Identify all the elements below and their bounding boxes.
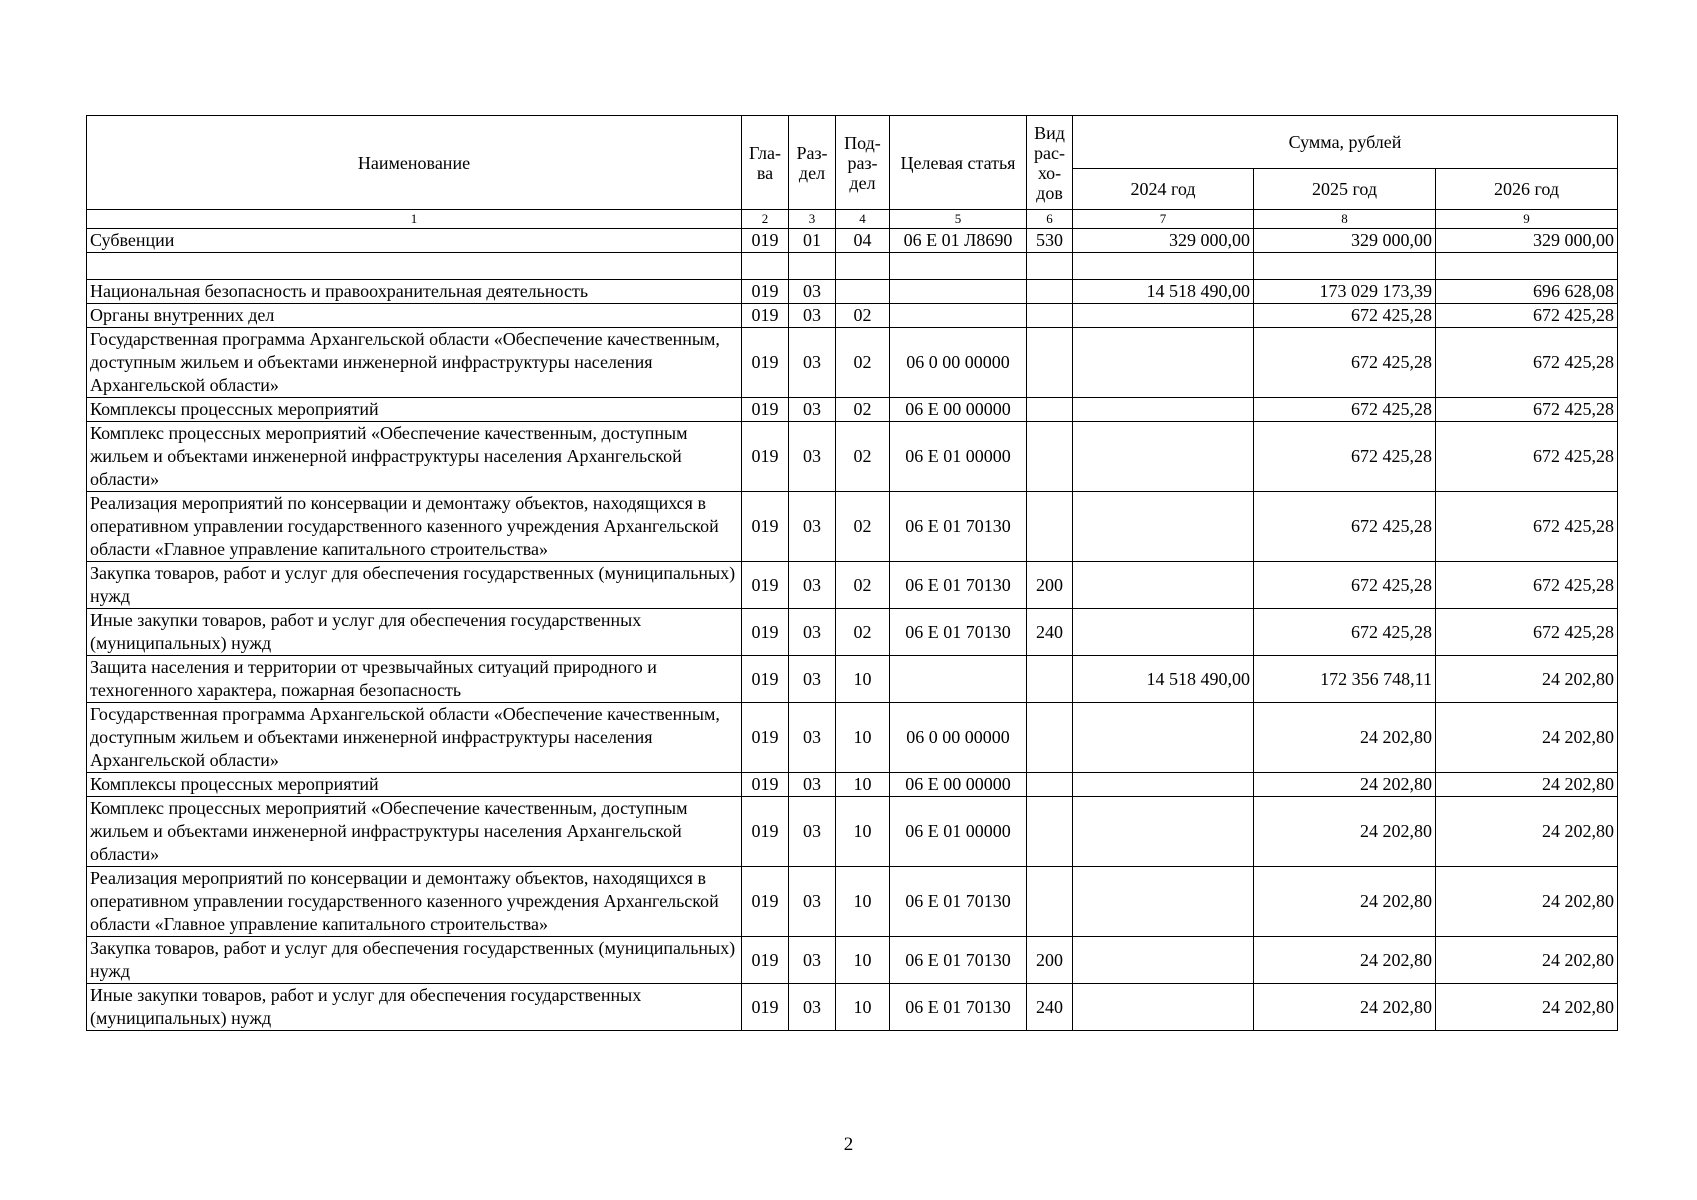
cell-podrazdel: 10 xyxy=(836,937,890,984)
column-number: 7 xyxy=(1073,210,1254,229)
table-row xyxy=(87,656,1618,703)
cell-celevaya: 06 Е 01 70130 xyxy=(890,609,1027,656)
header-row xyxy=(87,116,1618,169)
cell-celevaya: 06 Е 01 70130 xyxy=(890,867,1027,937)
cell-amount-2026: 24 202,80 xyxy=(1436,773,1618,797)
cell-razdel xyxy=(789,253,836,280)
cell-podrazdel: 02 xyxy=(836,328,890,398)
cell-amount-2026: 672 425,28 xyxy=(1436,304,1618,328)
cell-name: Комплексы процессных мероприятий xyxy=(87,773,742,797)
cell-amount-2024 xyxy=(1073,797,1254,867)
cell-vid: 240 xyxy=(1027,984,1073,1031)
cell-glava: 019 xyxy=(742,656,789,703)
cell-glava: 019 xyxy=(742,984,789,1031)
page-number: 2 xyxy=(843,1134,854,1155)
cell-amount-2026: 24 202,80 xyxy=(1436,867,1618,937)
cell-razdel: 03 xyxy=(789,797,836,867)
cell-amount-2024 xyxy=(1073,937,1254,984)
cell-name: Реализация мероприятий по консервации и демонтажу объектов, находящихся в оперативном управлении государственного казенного учреждения Архангельской области «Главное управление капитального строительства» xyxy=(87,492,742,562)
cell-podrazdel: 02 xyxy=(836,422,890,492)
cell-amount-2025: 173 029 173,39 xyxy=(1254,280,1436,304)
cell-amount-2024 xyxy=(1073,867,1254,937)
cell-amount-2025: 24 202,80 xyxy=(1254,703,1436,773)
cell-celevaya: 06 Е 01 00000 xyxy=(890,422,1027,492)
cell-vid: 530 xyxy=(1027,229,1073,253)
cell-celevaya xyxy=(890,656,1027,703)
cell-razdel: 03 xyxy=(789,656,836,703)
cell-razdel: 03 xyxy=(789,304,836,328)
table-row xyxy=(87,253,1618,280)
cell-vid xyxy=(1027,703,1073,773)
cell-name: Комплексы процессных мероприятий xyxy=(87,398,742,422)
cell-celevaya: 06 Е 01 70130 xyxy=(890,984,1027,1031)
header-name: Наименование xyxy=(87,116,742,210)
cell-podrazdel: 02 xyxy=(836,562,890,609)
cell-amount-2025: 672 425,28 xyxy=(1254,492,1436,562)
column-number: 4 xyxy=(836,210,890,229)
cell-vid xyxy=(1027,304,1073,328)
cell-glava: 019 xyxy=(742,328,789,398)
cell-amount-2026: 672 425,28 xyxy=(1436,398,1618,422)
cell-amount-2025 xyxy=(1254,253,1436,280)
budget-table xyxy=(86,115,1618,1031)
cell-razdel: 03 xyxy=(789,984,836,1031)
cell-name: Национальная безопасность и правоохранительная деятельность xyxy=(87,280,742,304)
column-number: 3 xyxy=(789,210,836,229)
cell-amount-2026: 672 425,28 xyxy=(1436,422,1618,492)
cell-amount-2024: 14 518 490,00 xyxy=(1073,280,1254,304)
cell-amount-2025: 24 202,80 xyxy=(1254,773,1436,797)
cell-amount-2025: 24 202,80 xyxy=(1254,984,1436,1031)
cell-razdel: 03 xyxy=(789,562,836,609)
cell-vid xyxy=(1027,280,1073,304)
cell-glava: 019 xyxy=(742,229,789,253)
cell-amount-2026: 24 202,80 xyxy=(1436,703,1618,773)
cell-razdel: 03 xyxy=(789,867,836,937)
cell-amount-2024 xyxy=(1073,328,1254,398)
column-number: 8 xyxy=(1254,210,1436,229)
table-body xyxy=(87,229,1618,1031)
cell-amount-2024 xyxy=(1073,703,1254,773)
cell-celevaya: 06 Е 01 70130 xyxy=(890,937,1027,984)
cell-amount-2024: 14 518 490,00 xyxy=(1073,656,1254,703)
cell-celevaya xyxy=(890,280,1027,304)
cell-vid xyxy=(1027,867,1073,937)
cell-amount-2025: 172 356 748,11 xyxy=(1254,656,1436,703)
table-row xyxy=(87,984,1618,1031)
cell-amount-2024 xyxy=(1073,773,1254,797)
cell-name: Государственная программа Архангельской области «Обеспечение качественным, доступным жильем и объектами инженерной инфраструктуры населения Архангельской области» xyxy=(87,328,742,398)
column-number: 6 xyxy=(1027,210,1073,229)
column-number: 9 xyxy=(1436,210,1618,229)
cell-celevaya: 06 Е 00 00000 xyxy=(890,773,1027,797)
cell-podrazdel: 10 xyxy=(836,984,890,1031)
cell-vid xyxy=(1027,422,1073,492)
cell-podrazdel: 10 xyxy=(836,656,890,703)
cell-amount-2026: 672 425,28 xyxy=(1436,492,1618,562)
cell-amount-2025: 24 202,80 xyxy=(1254,867,1436,937)
cell-podrazdel: 04 xyxy=(836,229,890,253)
cell-name: Иные закупки товаров, работ и услуг для обеспечения государственных (муниципальных) нужд xyxy=(87,609,742,656)
cell-amount-2024 xyxy=(1073,562,1254,609)
table-row xyxy=(87,328,1618,398)
header-year-2024: 2024 год xyxy=(1073,169,1254,210)
cell-vid xyxy=(1027,656,1073,703)
cell-podrazdel: 10 xyxy=(836,703,890,773)
cell-celevaya: 06 Е 01 70130 xyxy=(890,562,1027,609)
cell-amount-2026 xyxy=(1436,253,1618,280)
table-row xyxy=(87,562,1618,609)
budget-table-container xyxy=(86,115,1617,1031)
cell-glava: 019 xyxy=(742,703,789,773)
cell-amount-2024: 329 000,00 xyxy=(1073,229,1254,253)
header-year-2026: 2026 год xyxy=(1436,169,1618,210)
cell-celevaya xyxy=(890,304,1027,328)
table-row xyxy=(87,937,1618,984)
header-glava: Гла-ва xyxy=(742,116,789,210)
cell-vid xyxy=(1027,773,1073,797)
cell-vid: 200 xyxy=(1027,562,1073,609)
cell-razdel: 03 xyxy=(789,703,836,773)
header-summa: Сумма, рублей xyxy=(1073,116,1618,169)
header-celevaya: Целевая статья xyxy=(890,116,1027,210)
table-row xyxy=(87,280,1618,304)
table-row xyxy=(87,797,1618,867)
cell-name: Иные закупки товаров, работ и услуг для обеспечения государственных (муниципальных) нужд xyxy=(87,984,742,1031)
header-podrazdel: Под-раз-дел xyxy=(836,116,890,210)
cell-razdel: 03 xyxy=(789,422,836,492)
cell-amount-2024 xyxy=(1073,422,1254,492)
table-row xyxy=(87,422,1618,492)
cell-glava: 019 xyxy=(742,797,789,867)
table-row xyxy=(87,304,1618,328)
cell-amount-2025: 672 425,28 xyxy=(1254,328,1436,398)
cell-amount-2024 xyxy=(1073,492,1254,562)
cell-glava: 019 xyxy=(742,422,789,492)
table-row xyxy=(87,398,1618,422)
cell-glava: 019 xyxy=(742,773,789,797)
cell-glava: 019 xyxy=(742,609,789,656)
cell-vid xyxy=(1027,328,1073,398)
cell-celevaya xyxy=(890,253,1027,280)
cell-glava: 019 xyxy=(742,937,789,984)
cell-amount-2025: 672 425,28 xyxy=(1254,398,1436,422)
table-row xyxy=(87,703,1618,773)
cell-podrazdel: 10 xyxy=(836,797,890,867)
cell-amount-2026: 672 425,28 xyxy=(1436,328,1618,398)
cell-name: Комплекс процессных мероприятий «Обеспечение качественным, доступным жильем и объектами инженерной инфраструктуры населения Архангельской области» xyxy=(87,797,742,867)
cell-podrazdel: 02 xyxy=(836,609,890,656)
cell-amount-2026: 696 628,08 xyxy=(1436,280,1618,304)
cell-name: Закупка товаров, работ и услуг для обеспечения государственных (муниципальных) нужд xyxy=(87,562,742,609)
table-row xyxy=(87,229,1618,253)
table-row xyxy=(87,867,1618,937)
column-number: 1 xyxy=(87,210,742,229)
cell-amount-2026: 672 425,28 xyxy=(1436,609,1618,656)
cell-amount-2025: 24 202,80 xyxy=(1254,797,1436,867)
cell-amount-2025: 672 425,28 xyxy=(1254,562,1436,609)
cell-amount-2024 xyxy=(1073,609,1254,656)
cell-glava: 019 xyxy=(742,304,789,328)
cell-glava xyxy=(742,253,789,280)
cell-amount-2024 xyxy=(1073,398,1254,422)
table-row xyxy=(87,492,1618,562)
cell-vid xyxy=(1027,253,1073,280)
cell-amount-2026: 24 202,80 xyxy=(1436,937,1618,984)
column-number: 5 xyxy=(890,210,1027,229)
header-vid: Вид рас-хо-дов xyxy=(1027,116,1073,210)
table-row xyxy=(87,609,1618,656)
cell-amount-2026: 24 202,80 xyxy=(1436,656,1618,703)
cell-name: Реализация мероприятий по консервации и демонтажу объектов, находящихся в оперативном управлении государственного казенного учреждения Архангельской области «Главное управление капитального строительства» xyxy=(87,867,742,937)
column-number: 2 xyxy=(742,210,789,229)
header-razdel: Раз-дел xyxy=(789,116,836,210)
cell-glava: 019 xyxy=(742,867,789,937)
cell-amount-2024 xyxy=(1073,253,1254,280)
cell-celevaya: 06 Е 00 00000 xyxy=(890,398,1027,422)
cell-amount-2026: 329 000,00 xyxy=(1436,229,1618,253)
cell-amount-2026: 672 425,28 xyxy=(1436,562,1618,609)
header-year-2025: 2025 год xyxy=(1254,169,1436,210)
cell-amount-2026: 24 202,80 xyxy=(1436,984,1618,1031)
cell-glava: 019 xyxy=(742,398,789,422)
cell-amount-2026: 24 202,80 xyxy=(1436,797,1618,867)
cell-podrazdel: 10 xyxy=(836,773,890,797)
cell-razdel: 03 xyxy=(789,280,836,304)
cell-amount-2024 xyxy=(1073,984,1254,1031)
cell-amount-2025: 329 000,00 xyxy=(1254,229,1436,253)
cell-amount-2025: 672 425,28 xyxy=(1254,609,1436,656)
cell-name: Защита населения и территории от чрезвычайных ситуаций природного и техногенного характера, пожарная безопасность xyxy=(87,656,742,703)
cell-razdel: 01 xyxy=(789,229,836,253)
cell-amount-2025: 24 202,80 xyxy=(1254,937,1436,984)
cell-podrazdel: 02 xyxy=(836,492,890,562)
column-number-row xyxy=(87,210,1618,229)
cell-name: Субвенции xyxy=(87,229,742,253)
cell-celevaya: 06 0 00 00000 xyxy=(890,703,1027,773)
cell-podrazdel: 02 xyxy=(836,304,890,328)
cell-amount-2024 xyxy=(1073,304,1254,328)
cell-glava: 019 xyxy=(742,492,789,562)
cell-razdel: 03 xyxy=(789,773,836,797)
cell-name xyxy=(87,253,742,280)
cell-podrazdel: 02 xyxy=(836,398,890,422)
cell-name: Государственная программа Архангельской области «Обеспечение качественным, доступным жильем и объектами инженерной инфраструктуры населения Архангельской области» xyxy=(87,703,742,773)
cell-vid: 240 xyxy=(1027,609,1073,656)
cell-name: Закупка товаров, работ и услуг для обеспечения государственных (муниципальных) нужд xyxy=(87,937,742,984)
cell-name: Комплекс процессных мероприятий «Обеспечение качественным, доступным жильем и объектами инженерной инфраструктуры населения Архангельской области» xyxy=(87,422,742,492)
cell-vid xyxy=(1027,492,1073,562)
cell-razdel: 03 xyxy=(789,937,836,984)
cell-podrazdel: 10 xyxy=(836,867,890,937)
cell-name: Органы внутренних дел xyxy=(87,304,742,328)
cell-vid xyxy=(1027,797,1073,867)
cell-glava: 019 xyxy=(742,562,789,609)
cell-vid: 200 xyxy=(1027,937,1073,984)
cell-amount-2025: 672 425,28 xyxy=(1254,422,1436,492)
cell-razdel: 03 xyxy=(789,328,836,398)
cell-podrazdel xyxy=(836,280,890,304)
cell-celevaya: 06 0 00 00000 xyxy=(890,328,1027,398)
cell-vid xyxy=(1027,398,1073,422)
table-row xyxy=(87,773,1618,797)
cell-razdel: 03 xyxy=(789,398,836,422)
cell-podrazdel xyxy=(836,253,890,280)
cell-glava: 019 xyxy=(742,280,789,304)
cell-celevaya: 06 Е 01 70130 xyxy=(890,492,1027,562)
cell-amount-2025: 672 425,28 xyxy=(1254,304,1436,328)
cell-razdel: 03 xyxy=(789,609,836,656)
cell-celevaya: 06 Е 01 Л8690 xyxy=(890,229,1027,253)
cell-razdel: 03 xyxy=(789,492,836,562)
cell-celevaya: 06 Е 01 00000 xyxy=(890,797,1027,867)
